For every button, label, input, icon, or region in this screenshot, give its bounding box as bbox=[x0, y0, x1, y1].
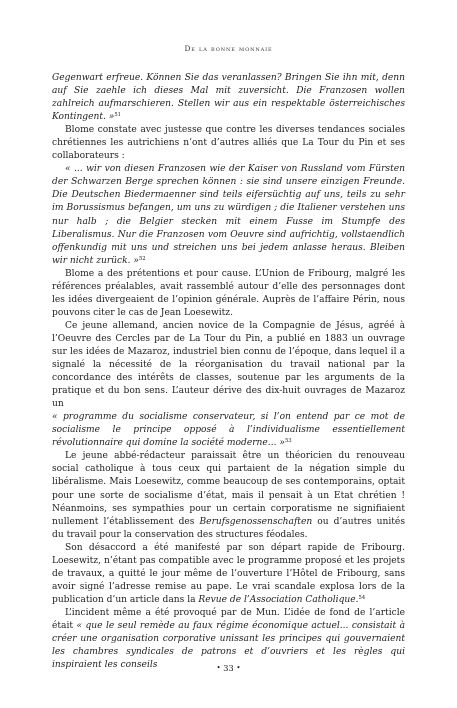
footnote-marker: 51 bbox=[114, 112, 121, 119]
footnote-marker: 54 bbox=[358, 594, 366, 601]
running-header: De la bonne monnaie bbox=[184, 44, 273, 53]
page-number bbox=[0, 663, 457, 673]
footnote-marker: 52 bbox=[139, 255, 146, 262]
italic-text: Gegenwart erfreue. Können Sie das veranlassen? Bringen Sie ihn mit, denn auf Sie zaehle ich dieses Mal mit zuversicht. Die Franzosen wollen zahlreich aufmarschieren. Stellen wir aus ein respektable österreichisches Kontingent. » bbox=[52, 73, 405, 123]
paragraph bbox=[52, 542, 405, 607]
folio-bullet-right: • bbox=[236, 664, 241, 672]
italic-text: « programme du socialisme conservateur, si l’on entend par ce mot de socialisme le principe opposé à l’individualisme essentiellement révolutionnaire qui domine la société moderne... » bbox=[52, 412, 405, 449]
folio-bullet-left: • bbox=[216, 664, 221, 672]
italic-text: Revue de l’Association Catholique bbox=[198, 594, 356, 605]
page-number-value: 33 bbox=[223, 663, 234, 673]
footnote-marker: 53 bbox=[284, 438, 292, 445]
paragraph bbox=[52, 450, 405, 541]
text-run: Ce jeune allemand, ancien novice de la Compagnie de Jésus, agréé à l’Oeuvre des Cercles par de La Tour du Pin, a publié en 1883 un ouvrage sur les idées de Mazaroz, industriel bien connu de l’époque, dans lequel il a signalé la nécessité de la réorganisation du travail national par la concordance des intérêts de classes, soutenue par les arguments de la pratique et du bon sens. L’auteur dérive des dix-huit ouvrages de Mazaroz un bbox=[52, 320, 405, 410]
text-run: Blome a des prétentions et pour cause. L’Union de Fribourg, malgré les références préalables, avait rassemblé autour d’elle des personnages dont les idées divergeaient de l’opinion générale. Auprès de l’affaire Périn, nous pouvons citer le cas de Jean Loesewitz. bbox=[52, 268, 405, 318]
text-run: Blome constate avec justesse que contre les diverses tendances sociales chrétiennes les autrichiens n’ont d’autres alliés que La Tour du Pin et ses collaborateurs : bbox=[52, 125, 405, 162]
italic-text: « que le seul remède au faux régime économique actuel... consistait à créer une organisation corporative unissant les principes qui gouvernaient les chambres syndicales de patrons et d’ouvriers et les règles qui inspiraient les conseils bbox=[52, 620, 406, 671]
page-body bbox=[52, 72, 405, 672]
block-quote bbox=[52, 163, 405, 267]
paragraph bbox=[52, 320, 405, 411]
text-run: Son désaccord a été manifesté par son départ rapide de Fribourg. Loesewitz, n’étant pas compatible avec le programme proposé et les projets de travaux, a quitté le jour même de l’ouverture l’Hôtel de Fribourg, sans avoir signé l’adresse remise au pape. Le vrai scandale explosa lors de la publication d’un article dans la bbox=[52, 542, 405, 605]
paragraph-quote-continuation bbox=[52, 72, 405, 124]
paragraph bbox=[52, 124, 405, 163]
text-run: Le jeune abbé-rédacteur paraissait être un théoricien du renouveau social catholique à tous ceux qui partaient de la négation simple du libéralisme. Mais Loesewitz, comme beaucoup de ses contemporains, optait pour une sorte de socialisme d’état, mais il pensait à un Etat chrétien ! Néanmoins, ses sympathies pour un certain corporatisme ne signifiaient nullement l’établissement des bbox=[52, 451, 405, 527]
text-run: ou d’autres unités du travail pour la conservation des structures féodales. bbox=[52, 516, 405, 540]
block-quote bbox=[52, 411, 405, 450]
text-run: L’incident même a été provoqué par de Mun. L’idée de fond de l’article était bbox=[52, 607, 405, 631]
paragraph bbox=[52, 268, 405, 320]
italic-text: « ... wir von diesen Franzosen wie der Kaiser von Russland vom Fürsten der Schwarzen Berge sprechen können : sie sind unsere einzigen Freunde. Die Deutschen Biedermaenner sind teils eifersüchtig auf uns, teils zu sehr im Borussismus befangen, um uns zu würdigen ; die Italiener verstehen uns nur halb ; die Belgier stecken mit einem Fusse im Stumpfe des Liberalismus. Nur die Franzosen vom Oeuvre sind aufrichtig, vollstaendlich offenkundig mit uns und streichen uns bei jedem anlasse heraus. Bleiben wir nicht zurück. » bbox=[52, 164, 405, 266]
text-run: . bbox=[355, 594, 359, 605]
italic-text: Berufsgenossenschaften bbox=[199, 516, 313, 527]
